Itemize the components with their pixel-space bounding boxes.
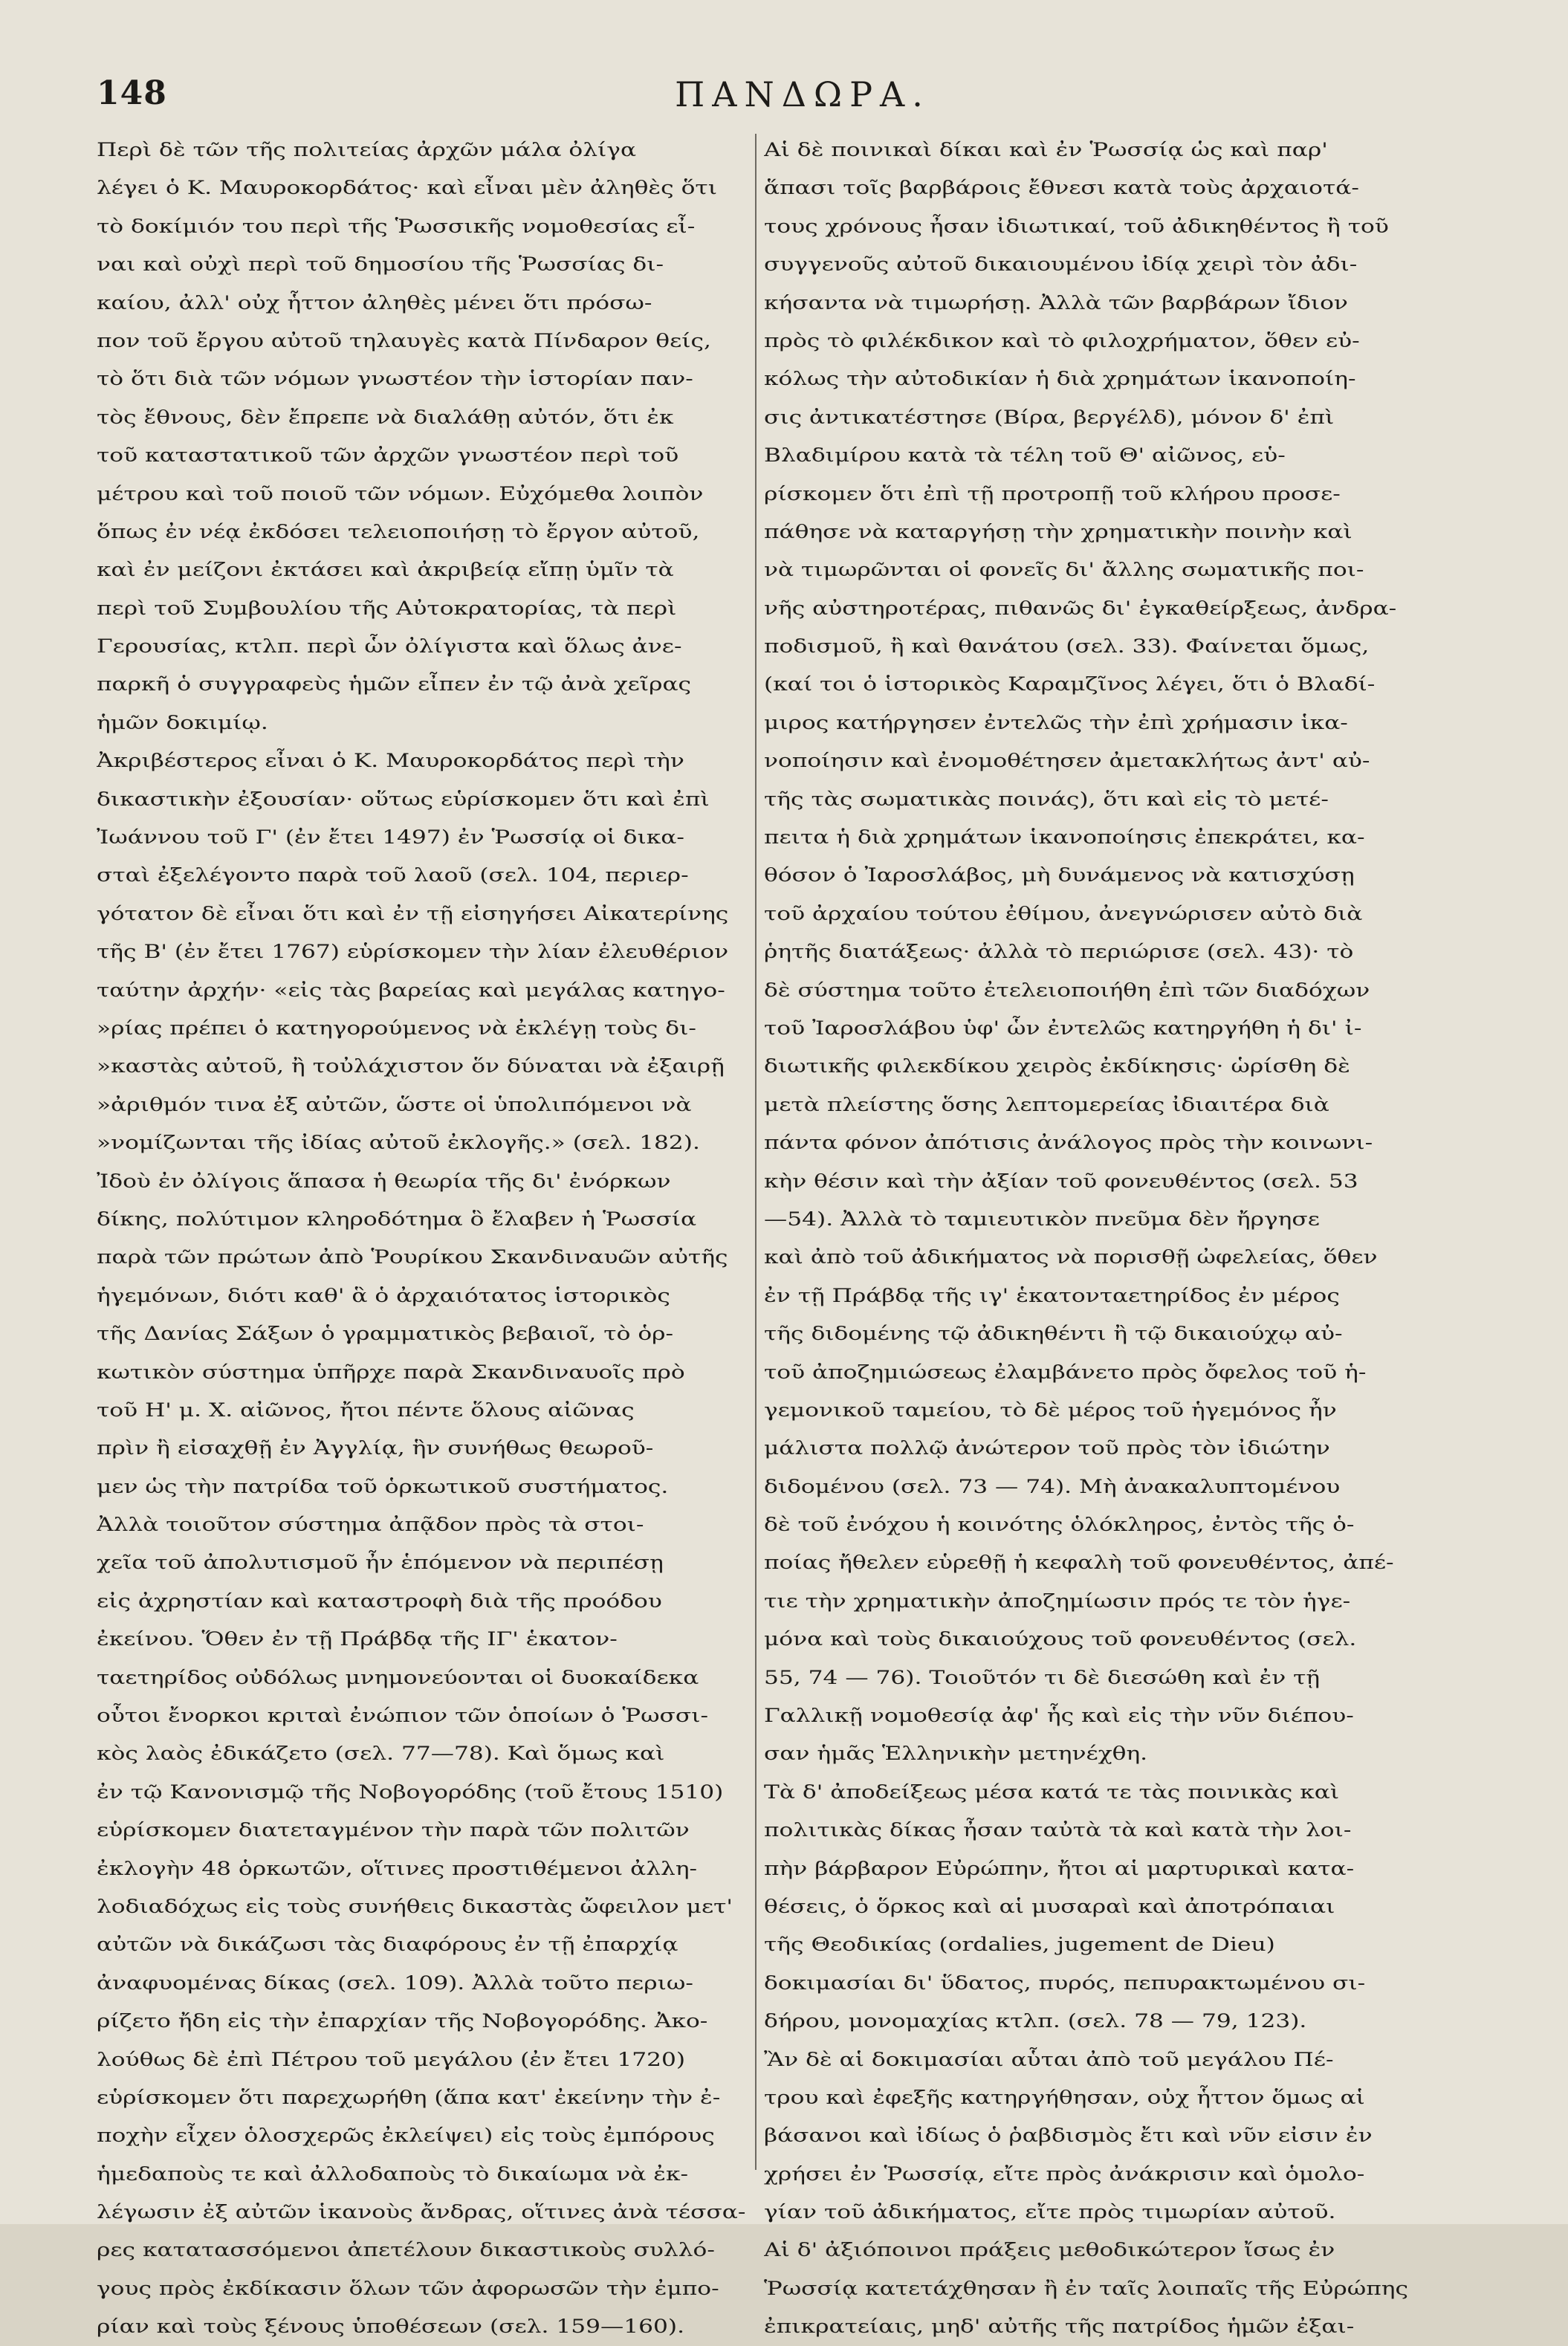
text-line: κὸς λαὸς ἐδικάζετο (σελ. 77—78). Καὶ ὅμως καὶ: [97, 1743, 665, 1765]
text-line: κὴν θέσιν καὶ τὴν ἀξίαν τοῦ φονευθέντος (σελ. 53: [764, 1170, 1358, 1192]
text-line: Βλαδιμίρου κατὰ τὰ τέλη τοῦ Θ' αἰῶνος, εὑ-: [764, 444, 1286, 467]
text-line: συγγενοῦς αὐτοῦ δικαιουμένου ἰδίᾳ χειρὶ τὸν ἀδι-: [764, 253, 1358, 276]
text-line: κωτικὸν σύστημα ὑπῆρχε παρὰ Σκανδιναυοῖς πρὸ: [97, 1361, 685, 1383]
text-line: περὶ τοῦ Συμβουλίου τῆς Αὐτοκρατορίας, τὰ περὶ: [97, 597, 677, 619]
text-line: »ρίας πρέπει ὁ κατηγορούμενος νὰ ἐκλέγῃ τοὺς δι-: [97, 1017, 696, 1039]
text-line: τοῦ Ἰαροσλάβου ὑφ' ὧν ἐντελῶς κατηργήθη ἡ δι' ἰ-: [764, 1017, 1362, 1039]
text-line: —54). Ἀλλὰ τὸ ταμιευτικὸν πνεῦμα δὲν ἤργησε: [764, 1208, 1320, 1230]
text-line: τῆς Θεοδικίας (ordalies, jugement de Dieu): [764, 1934, 1275, 1956]
text-line: ταύτην ἀρχήν· «εἰς τὰς βαρείας καὶ μεγάλας κατηγο-: [97, 979, 725, 1001]
text-line: Γερουσίας, κτλπ. περὶ ὧν ὀλίγιστα καὶ ὅλως ἀνε-: [97, 635, 682, 658]
text-line: νῆς αὐστηροτέρας, πιθανῶς δι' ἐγκαθείρξεως, ἀνδρα-: [764, 597, 1397, 619]
text-line: χεῖα τοῦ ἀπολυτισμοῦ ἦν ἑπόμενον νὰ περιπέσῃ: [97, 1552, 664, 1574]
text-line: Ἰδοὺ ἐν ὀλίγοις ἅπασα ἡ θεωρία τῆς δι' ἐνόρκων: [97, 1170, 671, 1192]
text-line: »καστὰς αὐτοῦ, ἢ τοὐλάχιστον ὅν δύναται νὰ ἐξαιρῇ: [97, 1055, 725, 1078]
text-line: γους πρὸς ἐκδίκασιν ὅλων τῶν ἀφορωσῶν τὴν ἐμπο-: [97, 2277, 719, 2299]
text-line: ρίσκομεν ὅτι ἐπὶ τῇ προτροπῇ τοῦ κλήρου προσε-: [764, 482, 1341, 505]
text-line: γότατον δὲ εἶναι ὅτι καὶ ἐν τῇ εἰσηγήσει Αἰκατερίνης: [97, 902, 729, 924]
text-line: ἐν τῷ Κανονισμῷ τῆς Νοβογορόδης (τοῦ ἔτους 1510): [97, 1780, 724, 1803]
text-line: διωτικῆς φιλεκδίκου χειρὸς ἐκδίκησις· ὡρίσθη δὲ: [764, 1055, 1350, 1078]
text-line: νοποίησιν καὶ ἐνομοθέτησεν ἀμετακλήτως ἀντ' αὐ-: [764, 750, 1370, 772]
text-line: μάλιστα πολλῷ ἀνώτερον τοῦ πρὸς τὸν ἰδιώτην: [764, 1437, 1330, 1459]
text-line: δίκης, πολύτιμον κληροδότημα ὃ ἔλαβεν ἡ Ῥωσσία: [97, 1208, 697, 1230]
text-line: λέγει ὁ Κ. Μαυροκορδάτος· καὶ εἶναι μὲν ἀληθὲς ὅτι: [97, 177, 717, 199]
text-line: εὑρίσκομεν διατεταγμένον τὴν παρὰ τῶν πολιτῶν: [97, 1819, 690, 1841]
text-line: διδομένου (σελ. 73 — 74). Μὴ ἀνακαλυπτομένου: [764, 1475, 1341, 1497]
text-line: δήρου, μονομαχίας κτλπ. (σελ. 78 — 79, 123).: [764, 2010, 1307, 2032]
text-line: Τὰ δ' ἀποδείξεως μέσα κατά τε τὰς ποινικὰς καὶ: [764, 1780, 1340, 1803]
text-line: καὶ ἀπὸ τοῦ ἀδικήματος νὰ πορισθῇ ὠφελείας, ὅθεν: [764, 1246, 1378, 1268]
text-line: θόσον ὁ Ἰαροσλάβος, μὴ δυνάμενος νὰ κατισχύσῃ: [764, 864, 1355, 887]
text-line: ἀναφυομένας δίκας (σελ. 109). Ἀλλὰ τοῦτο περιω-: [97, 1971, 693, 1994]
text-line: σαν ἡμᾶς Ἑλληνικὴν μετηνέχθη.: [764, 1743, 1148, 1765]
text-line: κήσαντα νὰ τιμωρήσῃ. Ἀλλὰ τῶν βαρβάρων ἴδιον: [764, 291, 1348, 314]
page-number: 148: [97, 74, 167, 112]
text-line: Ῥωσσίᾳ κατετάχθησαν ἢ ἐν ταῖς λοιπαῖς τῆς Εὐρώπης: [764, 2277, 1408, 2299]
text-line: Περὶ δὲ τῶν τῆς πολιτείας ἀρχῶν μάλα ὀλίγα: [97, 139, 637, 161]
text-line: ἐκλογὴν 48 ὁρκωτῶν, οἵτινες προστιθέμενοι ἀλλη-: [97, 1857, 698, 1879]
text-line: ἐκείνου. Ὅθεν ἐν τῇ Πράβδᾳ τῆς ΙΓ' ἑκατον-: [97, 1628, 618, 1650]
text-line: ποχὴν εἶχεν ὁλοσχερῶς ἐκλείψει) εἰς τοὺς ἐμπόρους: [97, 2125, 715, 2147]
text-line: ἐν τῇ Πράβδᾳ τῆς ιγ' ἑκατονταετηρίδος ἐν μέρος: [764, 1284, 1340, 1306]
text-line: πρὶν ἢ εἰσαχθῇ ἐν Ἀγγλίᾳ, ἣν συνήθως θεωροῦ-: [97, 1437, 654, 1459]
text-line: ῥητῆς διατάξεως· ἀλλὰ τὸ περιώρισε (σελ. 43)· τὸ: [764, 941, 1354, 963]
text-line: δοκιμασίαι δι' ὕδατος, πυρός, πεπυρακτωμένου σι-: [764, 1971, 1366, 1994]
text-line: Γαλλικῇ νομοθεσίᾳ ἀφ' ἧς καὶ εἰς τὴν νῦν διέπου-: [764, 1705, 1354, 1727]
text-line: ρες κατατασσόμενοι ἀπετέλουν δικαστικοὺς συλλό-: [97, 2239, 715, 2261]
text-line: πειτα ἡ διὰ χρημάτων ἱκανοποίησις ἐπεκράτει, κα-: [764, 826, 1365, 849]
text-line: ἡμῶν δοκιμίῳ.: [97, 711, 268, 733]
text-line: σταὶ ἐξελέγοντο παρὰ τοῦ λαοῦ (σελ. 104, περιερ-: [97, 864, 689, 887]
text-line: καὶ ἐν μείζονι ἐκτάσει καὶ ἀκριβείᾳ εἴπῃ ὑμῖν τὰ: [97, 559, 674, 581]
text-line: γίαν τοῦ ἀδικήματος, εἴτε πρὸς τιμωρίαν αὐτοῦ.: [764, 2201, 1336, 2223]
text-line: ναι καὶ οὐχὶ περὶ τοῦ δημοσίου τῆς Ῥωσσίας δι-: [97, 253, 664, 276]
text-line: μόνα καὶ τοὺς δικαιούχους τοῦ φονευθέντος (σελ.: [764, 1628, 1357, 1650]
text-line: τοῦ Η' μ. Χ. αἰῶνος, ἤτοι πέντε ὅλους αἰῶνας: [97, 1399, 635, 1421]
text-line: κόλως τὴν αὐτοδικίαν ἡ διὰ χρημάτων ἱκανοποίη-: [764, 368, 1356, 390]
text-line: τους χρόνους ἦσαν ἰδιωτικαί, τοῦ ἀδικηθέντος ἢ τοῦ: [764, 215, 1389, 237]
text-line: τῆς τὰς σωματικὰς ποινάς), ὅτι καὶ εἰς τὸ μετέ-: [764, 788, 1329, 810]
text-line: ὅπως ἐν νέᾳ ἐκδόσει τελειοποιήσῃ τὸ ἔργον αὐτοῦ,: [97, 520, 700, 542]
text-line: εὑρίσκομεν ὅτι παρεχωρήθη (ἅπα κατ' ἐκείνην τὴν ἐ-: [97, 2086, 721, 2108]
text-line: τῆς διδομένης τῷ ἀδικηθέντι ἢ τῷ δικαιούχῳ αὐ-: [764, 1323, 1343, 1345]
text-line: 55, 74 — 76). Τοιοῦτόν τι δὲ διεσώθη καὶ ἐν τῇ: [764, 1666, 1321, 1688]
text-line: μιρος κατήργησεν ἐντελῶς τὴν ἐπὶ χρήμασιν ἱκα-: [764, 711, 1348, 733]
text-line: »ἀριθμόν τινα ἐξ αὐτῶν, ὥστε οἱ ὑπολιπόμενοι νὰ: [97, 1093, 692, 1115]
text-line: Αἱ δὲ ποινικαὶ δίκαι καὶ ἐν Ῥωσσίᾳ ὡς καὶ παρ': [764, 139, 1328, 161]
text-line: αὐτῶν νὰ δικάζωσι τὰς διαφόρους ἐν τῇ ἐπαρχίᾳ: [97, 1934, 678, 1956]
left-column: [97, 131, 762, 2346]
text-line: τιε τὴν χρηματικὴν ἀποζημίωσιν πρός τε τὸν ἡγε-: [764, 1590, 1351, 1612]
text-line: »νομίζωνται τῆς ἰδίας αὐτοῦ ἐκλογῆς.» (σελ. 182).: [97, 1132, 700, 1154]
text-line: ἡμεδαποὺς τε καὶ ἀλλοδαποὺς τὸ δικαίωμα νὰ ἐκ-: [97, 2162, 689, 2185]
running-head: [97, 74, 1471, 126]
text-line: λοδιαδόχως εἰς τοὺς συνήθεις δικαστὰς ὤφειλον μετ': [97, 1895, 733, 1917]
text-line: πον τοῦ ἔργου αὐτοῦ τηλαυγὲς κατὰ Πίνδαρον θείς,: [97, 329, 712, 351]
text-line: (καί τοι ὁ ἱστορικὸς Καραμζῖνος λέγει, ὅτι ὁ Βλαδί-: [764, 673, 1376, 696]
right-column: [764, 131, 1430, 2346]
text-line: καίου, ἀλλ' οὐχ ἧττον ἀληθὲς μένει ὅτι πρόσω-: [97, 291, 652, 314]
text-line: βάσανοι καὶ ἰδίως ὁ ῥαβδισμὸς ἔτι καὶ νῦν εἰσιν ἐν: [764, 2125, 1373, 2147]
text-line: ἐπικρατείαις, μηδ' αὐτῆς τῆς πατρίδος ἡμῶν ἐξαι-: [764, 2316, 1355, 2338]
text-line: παρκῆ ὁ συγγραφεὺς ἡμῶν εἶπεν ἐν τῷ ἀνὰ χεῖρας: [97, 673, 692, 696]
text-line: τὸ δοκίμιόν του περὶ τῆς Ῥωσσικῆς νομοθεσίας εἶ-: [97, 215, 696, 237]
text-line: ρίαν καὶ τοὺς ξένους ὑποθέσεων (σελ. 159—160).: [97, 2316, 685, 2338]
text-line: θέσεις, ὁ ὅρκος καὶ αἱ μυσαραὶ καὶ ἀποτρόπαιαι: [764, 1895, 1335, 1917]
text-line: πὴν βάρβαρον Εὐρώπην, ἤτοι αἱ μαρτυρικαὶ κατα-: [764, 1857, 1355, 1879]
text-line: πρὸς τὸ φιλέκδικον καὶ τὸ φιλοχρήματον, ὅθεν εὐ-: [764, 329, 1360, 351]
text-line: τοῦ ἀρχαίου τούτου ἐθίμου, ἀνεγνώρισεν αὐτὸ διὰ: [764, 902, 1363, 924]
text-line: μεν ὡς τὴν πατρίδα τοῦ ὁρκωτικοῦ συστήματος.: [97, 1475, 669, 1497]
column-divider: [755, 134, 757, 2170]
text-line: λούθως δὲ ἐπὶ Πέτρου τοῦ μεγάλου (ἐν ἔτει 1720): [97, 2048, 686, 2070]
text-line: ἅπασι τοῖς βαρβάροις ἔθνεσι κατὰ τοὺς ἀρχαιοτά-: [764, 177, 1359, 199]
text-line: χρήσει ἐν Ῥωσσίᾳ, εἴτε πρὸς ἀνάκρισιν καὶ ὁμολο-: [764, 2162, 1365, 2185]
text-line: εἰς ἀχρηστίαν καὶ καταστροφὴ διὰ τῆς προόδου: [97, 1590, 662, 1612]
text-line: τῆς Δανίας Σάξων ὁ γραμματικὸς βεβαιοῖ, τὸ ὁρ-: [97, 1323, 674, 1345]
text-line: μετὰ πλείστης ὅσης λεπτομερείας ἰδιαιτέρα διὰ: [764, 1093, 1329, 1115]
text-line: τοῦ ἀποζημιώσεως ἐλαμβάνετο πρὸς ὄφελος τοῦ ἡ-: [764, 1361, 1367, 1383]
text-line: Ἂν δὲ αἱ δοκιμασίαι αὗται ἀπὸ τοῦ μεγάλου Πέ-: [764, 2048, 1334, 2070]
text-line: παρὰ τῶν πρώτων ἀπὸ Ῥουρίκου Σκανδιναυῶν αὐτῆς: [97, 1246, 728, 1268]
text-line: δὲ σύστημα τοῦτο ἐτελειοποιήθη ἐπὶ τῶν διαδόχων: [764, 979, 1370, 1001]
text-line: δικαστικὴν ἐξουσίαν· οὕτως εὑρίσκομεν ὅτι καὶ ἐπὶ: [97, 788, 710, 810]
text-line: τὸς ἔθνους, δὲν ἔπρεπε νὰ διαλάθῃ αὐτόν, ὅτι ἐκ: [97, 406, 674, 428]
journal-title: ΠΑΝΔΩΡΑ.: [675, 74, 930, 114]
text-line: Ἀλλὰ τοιοῦτον σύστημα ἀπᾷδον πρὸς τὰ στοι-: [97, 1514, 644, 1536]
text-line: πάθησε νὰ καταργήσῃ τὴν χρηματικὴν ποινὴν καὶ: [764, 520, 1352, 542]
text-line: τῆς Β' (ἐν ἔτει 1767) εὑρίσκομεν τὴν λίαν ἐλευθέριον: [97, 941, 729, 963]
text-line: Ἰωάννου τοῦ Γ' (ἐν ἔτει 1497) ἐν Ῥωσσίᾳ οἱ δικα-: [97, 826, 684, 849]
text-line: Αἱ δ' ἀξιόποινοι πράξεις μεθοδικώτερον ἴσως ἐν: [764, 2239, 1335, 2261]
text-line: ταετηρίδος οὐδόλως μνημονεύονται οἱ δυοκαίδεκα: [97, 1666, 699, 1688]
text-line: νὰ τιμωρῶνται οἱ φονεῖς δι' ἄλλης σωματικῆς ποι-: [764, 559, 1364, 581]
text-line: ἡγεμόνων, διότι καθ' ἃ ὁ ἀρχαιότατος ἱστορικὸς: [97, 1284, 670, 1306]
text-line: δὲ τοῦ ἐνόχου ἡ κοινότης ὁλόκληρος, ἐντὸς τῆς ὁ-: [764, 1514, 1355, 1536]
text-line: Ἀκριβέστερος εἶναι ὁ Κ. Μαυροκορδάτος περὶ τὴν: [97, 750, 684, 772]
text-line: ρίζετο ἤδη εἰς τὴν ἐπαρχίαν τῆς Νοβογορόδης. Ἀκο-: [97, 2010, 708, 2032]
text-line: πολιτικὰς δίκας ἦσαν ταὐτὰ τὰ καὶ κατὰ τὴν λοι-: [764, 1819, 1352, 1841]
text-line: τρου καὶ ἐφεξῆς κατηργήθησαν, οὐχ ἧττον ὅμως αἱ: [764, 2086, 1365, 2108]
text-line: πάντα φόνον ἀπότισις ἀνάλογος πρὸς τὴν κοινωνι-: [764, 1132, 1373, 1154]
text-line: γεμονικοῦ ταμείου, τὸ δὲ μέρος τοῦ ἡγεμόνος ἦν: [764, 1399, 1337, 1421]
text-line: λέγωσιν ἐξ αὐτῶν ἱκανοὺς ἄνδρας, οἵτινες ἀνὰ τέσσα-: [97, 2201, 746, 2223]
text-line: τὸ ὅτι διὰ τῶν νόμων γνωστέον τὴν ἱστορίαν παν-: [97, 368, 693, 390]
text-line: τοῦ καταστατικοῦ τῶν ἀρχῶν γνωστέον περὶ τοῦ: [97, 444, 679, 467]
text-line: οὗτοι ἔνορκοι κριταὶ ἐνώπιον τῶν ὁποίων ὁ Ῥωσσι-: [97, 1705, 709, 1727]
text-line: σις ἀντικατέστησε (Βίρα, βεργέλδ), μόνον δ' ἐπὶ: [764, 406, 1335, 428]
text-line: μέτρου καὶ τοῦ ποιοῦ τῶν νόμων. Εὐχόμεθα λοιπὸν: [97, 482, 704, 505]
text-line: ποδισμοῦ, ἢ καὶ θανάτου (σελ. 33). Φαίνεται ὅμως,: [764, 635, 1370, 658]
text-line: ποίας ἤθελεν εὑρεθῇ ἡ κεφαλὴ τοῦ φονευθέντος, ἀπέ-: [764, 1552, 1394, 1574]
